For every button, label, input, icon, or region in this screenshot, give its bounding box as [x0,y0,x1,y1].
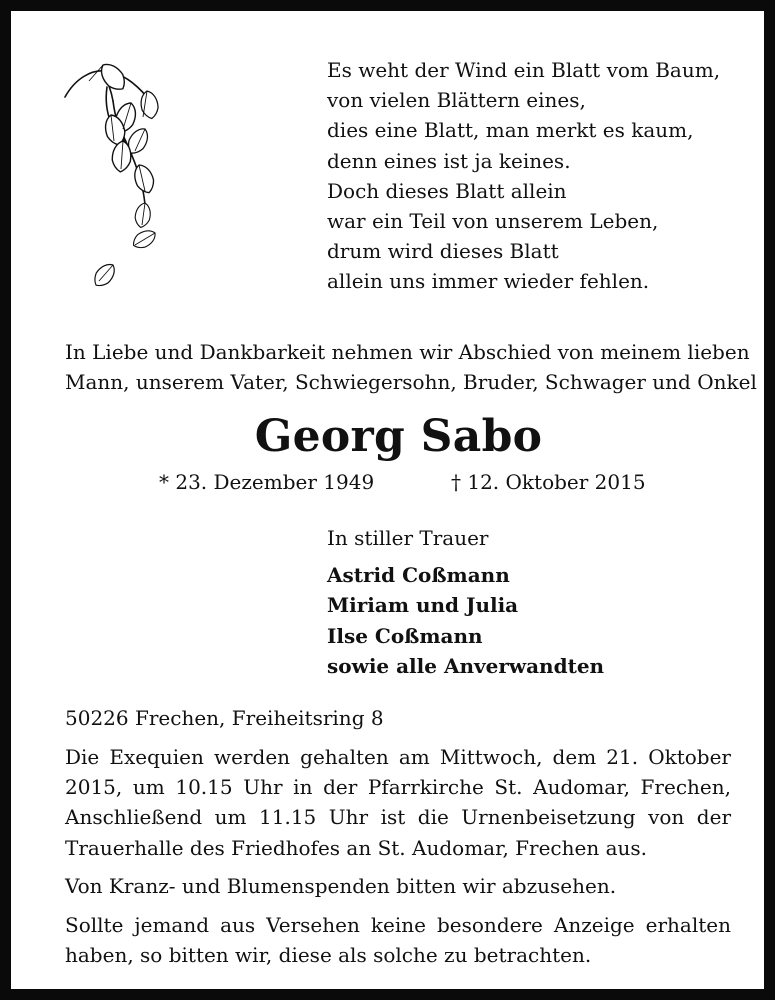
poem-line: war ein Teil von unserem Leben, [327,209,659,234]
paragraph-line: Die Exequien werden gehalten am Mittwoch, dem 21. Oktober [65,745,731,769]
address: 50226 Frechen, Freiheitsring 8 [65,706,384,730]
mourning-heading: In stiller Trauer [327,526,489,550]
paragraph-line: Sollte jemand aus Versehen keine besondere Anzeige erhalten [65,913,731,937]
poem [327,55,720,297]
mourner-name: Ilse Coßmann [327,623,483,648]
poem-line: denn eines ist ja keines. [327,148,571,173]
poem-line: Doch dieses Blatt allein [327,178,567,203]
exequien-paragraph [65,742,731,863]
poem-line: Es weht der Wind ein Blatt vom Baum, [327,58,721,82]
poem-line: dies eine Blatt, man merkt es kaum, [327,118,694,143]
intro-line: In Liebe und Dankbarkeit nehmen wir Abschied von meinem lieben [65,340,750,364]
paragraph-line: Trauerhalle des Friedhofes an St. Audomar, Frechen aus. [65,835,648,860]
deceased-name: Georg Sabo [254,411,543,462]
mourner-name: sowie alle Anverwandten [327,653,605,678]
paragraph-line: Anschließend um 11.15 Uhr ist die Urnenbeisetzung von der [65,805,731,830]
mourner-name: Astrid Coßmann [327,563,510,587]
poem-line: allein uns immer wieder fehlen. [327,269,650,294]
death-date: † 12. Oktober 2015 [451,470,646,494]
paragraph-line: Von Kranz- und Blumenspenden bitten wir abzusehen. [65,874,617,898]
farewell-intro [65,337,757,397]
mourner-name: Miriam und Julia [327,593,519,618]
intro-line: Mann, unserem Vater, Schwiegersohn, Bruder, Schwager und Onkel [65,370,757,394]
poem-line: von vielen Blättern eines, [327,88,586,113]
paragraph-line: haben, so bitten wir, diese als solche zu betrachten. [65,943,592,968]
poem-line: drum wird dieses Blatt [327,239,559,264]
birth-date: * 23. Dezember 1949 [159,470,375,494]
donations-paragraph [65,871,731,901]
paragraph-line: 2015, um 10.15 Uhr in der Pfarrkirche St. Audomar, Frechen, [65,775,731,800]
notice-paragraph [65,910,731,970]
birch-leaves-icon [59,57,179,307]
mourners-list [327,560,604,681]
